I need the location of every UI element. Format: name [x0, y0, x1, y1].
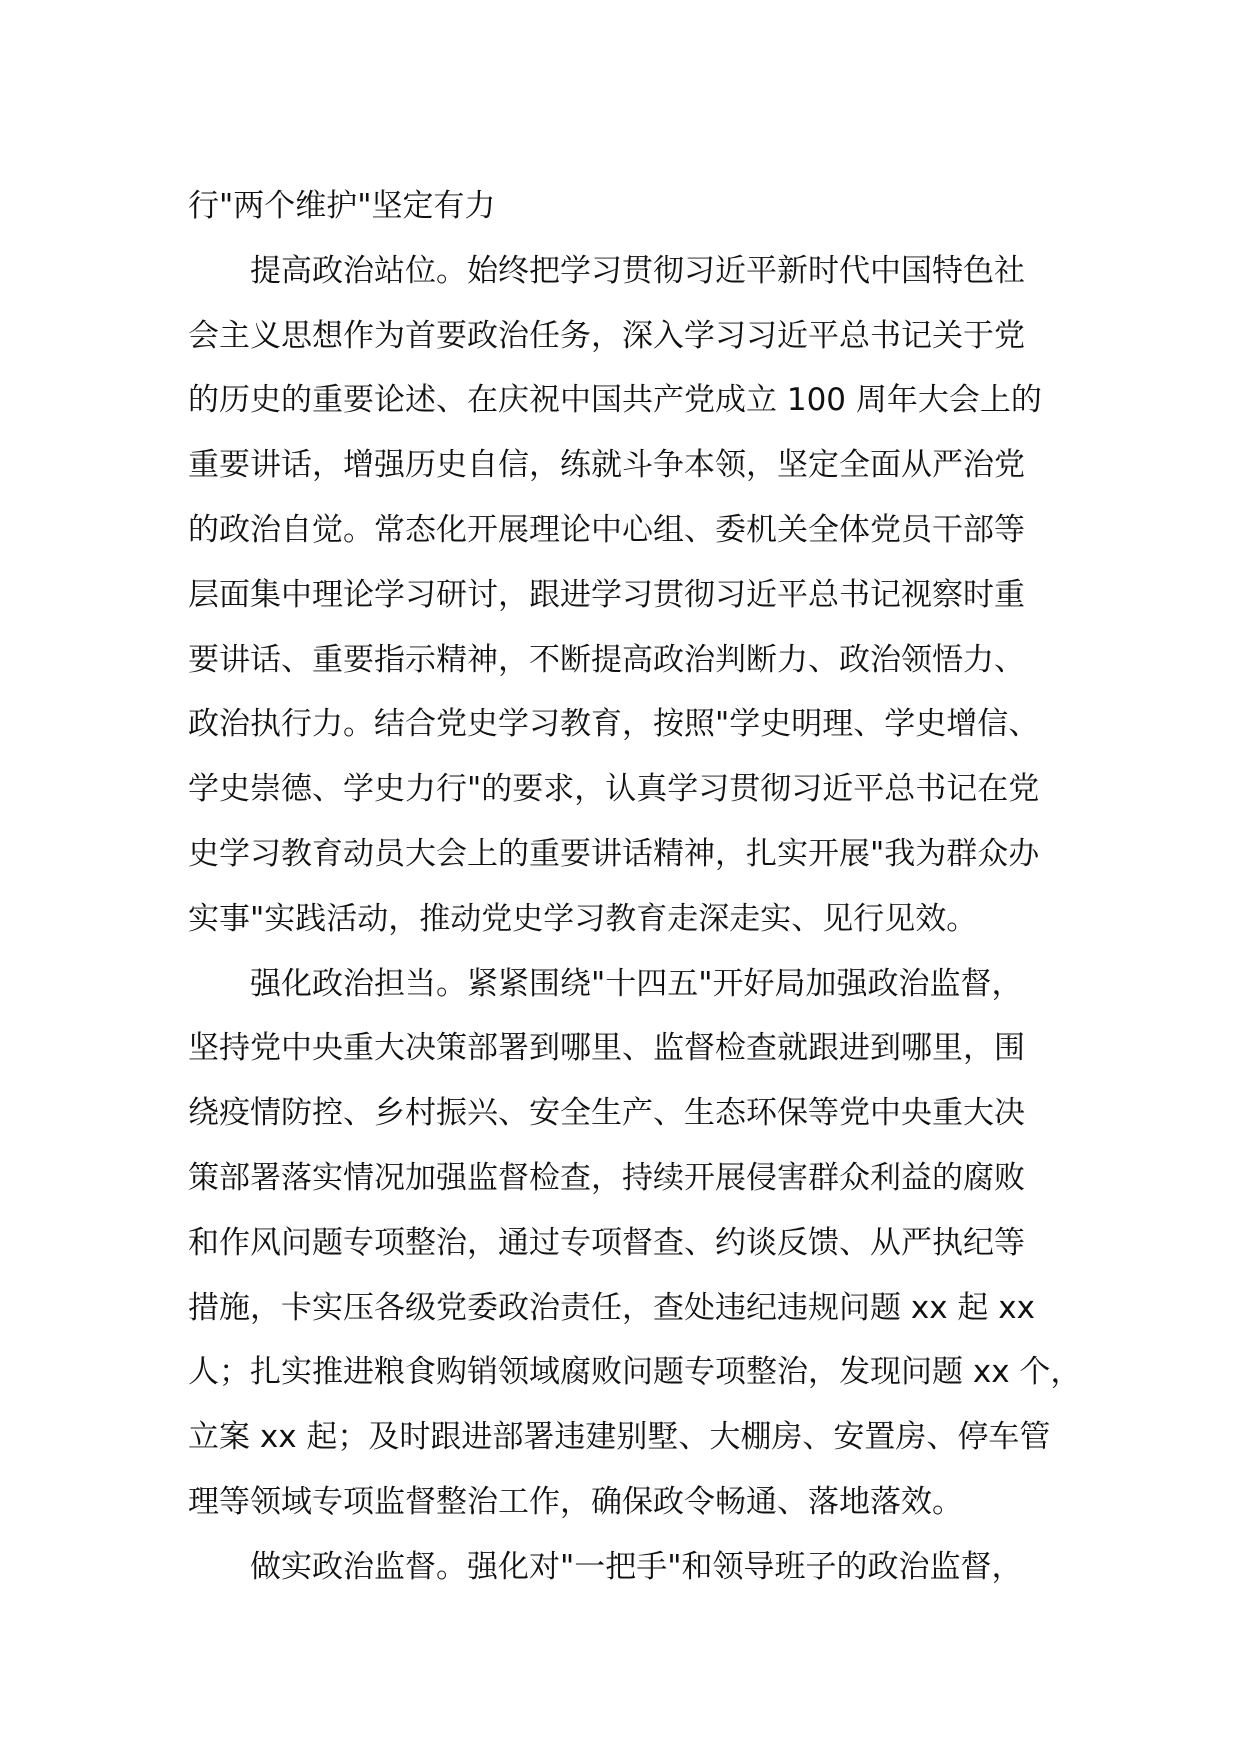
- text-line: 立案 xx 起；及时跟进部署违建别墅、大棚房、安置房、停车管: [188, 1419, 1051, 1456]
- text-line: 坚持党中央重大决策部署到哪里、监督检查就跟进到哪里，围: [188, 1030, 1025, 1067]
- text-line: 层面集中理论学习研讨，跟进学习贯彻习近平总书记视察时重: [188, 576, 1025, 613]
- text-line: 行"两个维护"坚定有力: [188, 188, 496, 224]
- text-line: 措施，卡实压各级党委政治责任，查处违纪违规问题 xx 起 xx: [188, 1289, 1035, 1326]
- text-line: 政治执行力。结合党史学习教育，按照"学史明理、学史增信、: [188, 706, 1040, 743]
- text-line: 人；扎实推进粮食购销领域腐败问题专项整治，发现问题 xx 个，: [188, 1354, 1082, 1391]
- text-line: 理等领域专项监督整治工作，确保政令畅通、落地落效。: [188, 1483, 963, 1520]
- text-line: 学史崇德、学史力行"的要求，认真学习贯彻习近平总书记在党: [188, 771, 1040, 808]
- text-line: 史学习教育动员大会上的重要讲话精神，扎实开展"我为群众办: [188, 835, 1040, 872]
- text-line: 绕疫情防控、乡村振兴、安全生产、生态环保等党中央重大决: [188, 1095, 1025, 1132]
- paragraph-first-line: 强化政治担当。紧紧围绕"十四五"开好局加强政治监督，: [250, 965, 1023, 1002]
- text-line: 重要讲话，增强历史自信，练就斗争本领，坚定全面从严治党: [188, 447, 1025, 484]
- paragraph-first-line: 提高政治站位。始终把学习贯彻习近平新时代中国特色社: [250, 252, 1025, 289]
- text-line: 要讲话、重要指示精神，不断提高政治判断力、政治领悟力、: [188, 641, 1025, 678]
- text-line: 的政治自觉。常态化开展理论中心组、委机关全体党员干部等: [188, 511, 1025, 548]
- document-body: [188, 174, 1082, 1600]
- paragraph-first-line: 做实政治监督。强化对"一把手"和领导班子的政治监督，: [250, 1548, 1023, 1585]
- text-line: 和作风问题专项整治，通过专项督查、约谈反馈、从严执纪等: [188, 1224, 1025, 1261]
- text-line: 实事"实践活动，推动党史学习教育走深走实、见行见效。: [188, 900, 978, 937]
- text-line: 的历史的重要论述、在庆祝中国共产党成立 100 周年大会上的: [188, 382, 1042, 419]
- text-line: 策部署落实情况加强监督检查，持续开展侵害群众利益的腐败: [188, 1159, 1025, 1196]
- text-line: 会主义思想作为首要政治任务，深入学习习近平总书记关于党: [188, 317, 1025, 354]
